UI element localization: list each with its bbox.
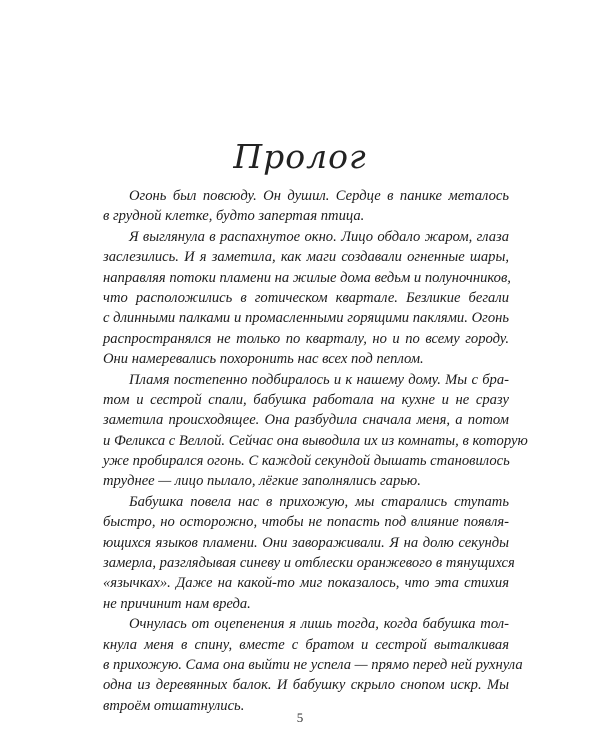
text-line: заметила происходящее. Она разбудила сначала меня, а потом — [103, 412, 509, 429]
text-line: и Феликса с Веллой. Сейчас она выводила их из комнаты, в которую — [103, 432, 528, 449]
text-line: Бабушка повела нас в прихожую, мы старались ступать — [129, 493, 509, 510]
text-line: труднее — лицо пылало, лёгкие заполнялись гарью. — [103, 473, 421, 490]
chapter-title: Пролог — [233, 137, 367, 176]
text-line: в прихожую. Сама она выйти не успела — прямо перед ней рухнула — [103, 656, 523, 673]
text-line: Огонь был повсюду. Он душил. Сердце в панике металось — [129, 188, 509, 204]
text-line: замерла, разглядывая синеву и отблески оранжевого в тянущихся — [103, 555, 515, 572]
text-line: не причинит нам вреда. — [103, 595, 251, 612]
text-line: заслезились. И я заметила, как маги создавали огненные шары, — [103, 249, 509, 266]
text-line: одна из деревянных балок. И бабушку скрыло снопом искр. Мы — [103, 677, 509, 694]
text-line: с длинными палками и промасленными горящими паклями. Огонь — [103, 310, 509, 327]
text-line: Они намеревались похоронить нас всех под пеплом. — [103, 351, 424, 368]
text-line: распространялся не только по кварталу, но и по всему городу. — [103, 330, 509, 347]
text-line: Пламя постепенно подбиралось и к нашему дому. Мы с бра- — [129, 371, 509, 388]
text-line: Очнулась от оцепенения я лишь тогда, когда бабушка тол- — [129, 616, 509, 633]
body-text — [103, 186, 528, 716]
text-line: том и сестрой спали, бабушка работала на кухне и не сразу — [103, 391, 509, 408]
text-line: направляя потоки пламени на жилые дома ведьм и полуночников, — [103, 269, 511, 286]
text-line: Я выглянула в распахнутое окно. Лицо обдало жаром, глаза — [129, 228, 509, 245]
text-line: ющихся языков пламени. Они завораживали. Я на долю секунды — [103, 534, 509, 551]
text-line: «язычках». Даже на какой-то миг показалось, что эта стихия — [103, 575, 509, 592]
text-line: быстро, но осторожно, чтобы не попасть под влияние появля- — [103, 514, 509, 531]
page-number: 5 — [296, 710, 304, 725]
text-line: втроём отшатнулись. — [103, 697, 245, 714]
text-line: уже пробирался огонь. С каждой секундой дышать становилось — [103, 453, 510, 470]
text-line: в грудной клетке, будто запертая птица. — [103, 208, 365, 225]
text-line: кнула меня в спину, вместе с братом и сестрой выталкивая — [103, 636, 509, 653]
text-line: что расположились в готическом квартале. Безликие бегали — [103, 289, 509, 306]
